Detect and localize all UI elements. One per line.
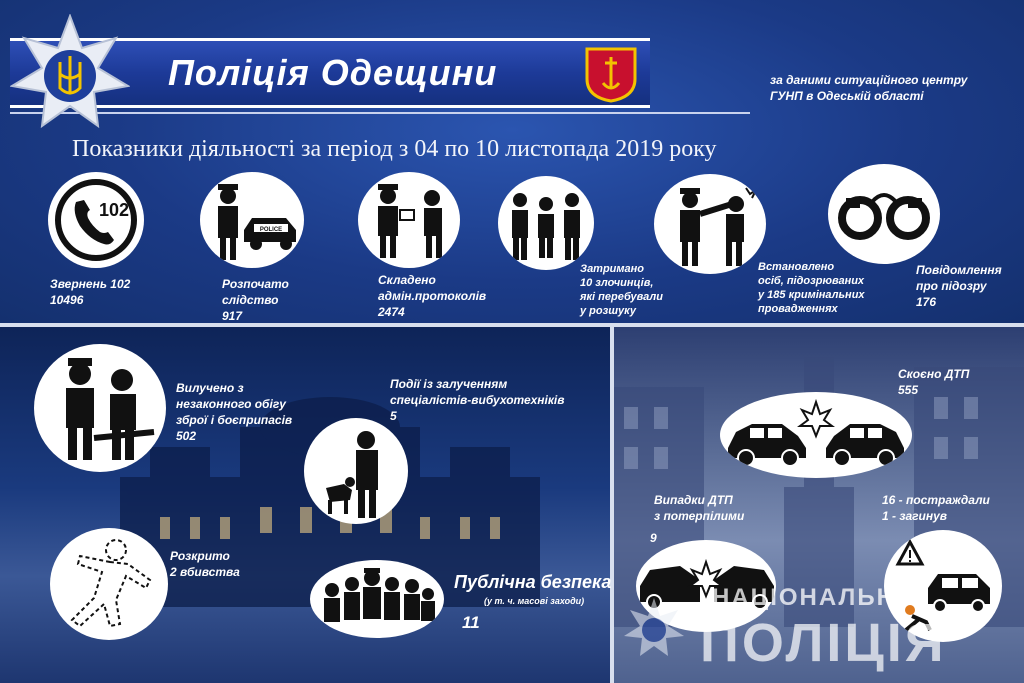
calls-102-stat: Звернень 102 10496	[50, 277, 131, 307]
injury-accidents-stat: Випадки ДТП з потерпілими	[654, 493, 745, 523]
suspects-identified-stat: Встановлено осіб, підозрюваних у 185 кримінальних провадженнях	[758, 261, 865, 315]
vertical-divider	[610, 327, 614, 683]
officer-writing-protocol-icon	[358, 172, 460, 268]
crowd-icon	[310, 560, 444, 638]
casualties-stat: 16 - постраждали 1 - загинув	[882, 493, 990, 523]
handcuffs-icon	[828, 164, 940, 264]
injury-accidents-value: 9	[650, 531, 657, 545]
phone-102-icon	[48, 172, 144, 268]
watermark-line1: НАЦІОНАЛЬНА	[712, 584, 916, 611]
public-safety-value: 11	[462, 613, 480, 632]
public-safety-title: Публічна безпека	[454, 572, 612, 592]
data-source-note: за даними ситуаційного центру ГУНП в Одеській області	[770, 73, 968, 103]
odesa-coat-of-arms-icon	[585, 45, 637, 103]
suspicion-notices-stat: Повідомлення про підозру 176	[916, 263, 1002, 309]
police-car-officer-icon	[200, 172, 304, 268]
weapon-seizure-icon	[34, 344, 166, 472]
accidents-stat: Скоєно ДТП 555	[898, 367, 970, 397]
watermark-line2: ПОЛІЦІЯ	[700, 613, 947, 673]
horizontal-divider	[0, 323, 1024, 327]
svg-text:102: 102	[98, 200, 130, 220]
police-star-icon	[10, 14, 130, 134]
wanted-detained-stat: Затримано 10 злочинців, які перебували у розшуку	[580, 263, 663, 317]
car-crash-icon	[720, 392, 912, 478]
investigations-stat: Розпочато слідство 917	[222, 277, 289, 323]
svg-text:POLICE: POLICE	[259, 227, 283, 233]
public-safety-subtitle: (у т. ч. масові заходи)	[484, 596, 585, 606]
detained-suspect-icon	[498, 176, 594, 270]
weapons-seized-stat: Вилучено з незаконного обігу зброї і боєприпасів 502	[176, 381, 293, 443]
explosives-events-stat: Події із залученням спеціалістів-вибухотехніків 5	[390, 377, 565, 423]
body-outline-icon	[50, 528, 168, 640]
page-title: Поліція Одещини	[168, 52, 498, 93]
admin-protocols-stat: Складено адмін.протоколів 2474	[378, 273, 487, 319]
report-subtitle: Показники діяльності за період з 04 по 10 листопада 2019 року	[72, 136, 717, 162]
sapper-dog-icon	[304, 418, 408, 524]
murders-solved-stat: Розкрито 2 вбивства	[170, 549, 240, 579]
arrest-suspect-icon	[654, 174, 766, 274]
